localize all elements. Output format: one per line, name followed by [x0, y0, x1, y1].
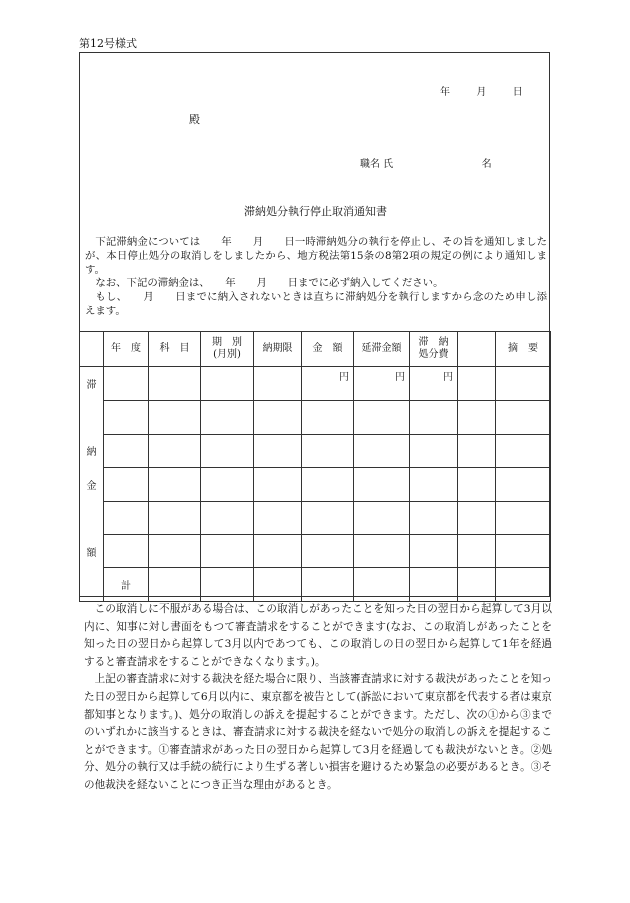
side-label-char: 金 [80, 468, 104, 501]
issuer-title-label: 職名 氏 [360, 159, 394, 170]
amount-yen-unit: 円 [302, 367, 354, 401]
table-row [80, 434, 551, 467]
document-title: 滞納処分執行停止取消通知書 [244, 205, 387, 218]
addressee-suffix: 殿 [189, 113, 200, 126]
header-remarks: 摘 要 [496, 332, 551, 367]
issuer-name-label: 名 [481, 159, 492, 170]
header-disposal-fee [410, 332, 458, 367]
notice-frame [79, 52, 550, 597]
disposal-fee-yen-unit: 円 [410, 367, 458, 401]
header-period [201, 332, 254, 367]
date-year-label: 年 [440, 87, 450, 98]
header-period-line1: 期 別 [212, 337, 242, 348]
table-total-row [80, 568, 551, 601]
side-label-char: 額 [80, 534, 104, 567]
late-fee-yen-unit: 円 [354, 367, 410, 401]
side-label-char: 納 [80, 434, 104, 467]
header-late-fee: 延滞金額 [354, 332, 410, 367]
notes-paragraph-1: この取消しに不服がある場合は、この取消しがあったことを知った日の翌日から起算して3月以内に、知事に対し書面をもつて審査請求をすることができます(なお、この取消しがあったことを知った日の翌日から起算して3月以内であつても、この取消しの日の翌日から起算して1年を経過すると審査請求をすることができなくなります。)。 [84, 603, 552, 668]
delinquent-fee-table [79, 331, 551, 602]
table-row [80, 401, 551, 434]
header-blank [458, 332, 496, 367]
notice-body [85, 236, 547, 319]
total-label: 計 [104, 568, 149, 601]
header-item: 科 目 [149, 332, 201, 367]
header-disposal-fee-line2: 処分費 [418, 349, 449, 360]
form-number: 第12号様式 [79, 37, 137, 50]
side-label-char: 滞 [80, 367, 104, 401]
header-disposal-fee-line1: 滞 納 [418, 337, 449, 348]
table-row [80, 468, 551, 501]
date-line [440, 83, 523, 98]
appeal-notes [84, 601, 552, 795]
body-paragraph-3: もし、 月 日までに納入されないときは直ちに滞納処分を執行しますから念のため申し添えます。 [85, 291, 547, 317]
date-day-label: 日 [512, 87, 523, 98]
header-period-line2: (月別) [213, 349, 241, 360]
header-due-date: 納期限 [254, 332, 302, 367]
table-row [80, 367, 551, 401]
body-paragraph-2: なお、下記の滞納金は、 年 月 日までに必ず納入してください。 [95, 277, 444, 290]
header-amount: 金 額 [302, 332, 354, 367]
table-header-row [80, 332, 551, 367]
issuer-line [360, 155, 492, 170]
header-fiscal-year: 年 度 [104, 332, 149, 367]
notes-paragraph-2: 上記の審査請求に対する裁決を経た場合に限り、当該審査請求に対する裁決があったことを知った日の翌日から起算して6月以内に、東京都を被告として(訴訟において東京都を代表する者は東京都知事となります。)、処分の取消しの訴えを提起することができます。ただし、次の①から③までのいずれかに該当するときは、審査請求に対する裁決を経ないで処分の取消しの訴えを提起することができます。①審査請求があった日の翌日から起算して3月を経過しても裁決がないとき。②処分、処分の執行又は手続の続行により生ずる著しい損害を避けるため緊急の必要があるとき。③その他裁決を経ないことにつき正当な理由があるとき。 [84, 673, 552, 791]
date-month-label: 月 [476, 87, 487, 98]
body-paragraph-1: 下記滞納金については 年 月 日一時滞納処分の執行を停止し、その旨を通知しましたが、本日停止処分の取消しをしましたから、地方税法第15条の8第2項の規定の例により通知します。 [85, 236, 547, 276]
table-row [80, 501, 551, 534]
table-row [80, 534, 551, 567]
